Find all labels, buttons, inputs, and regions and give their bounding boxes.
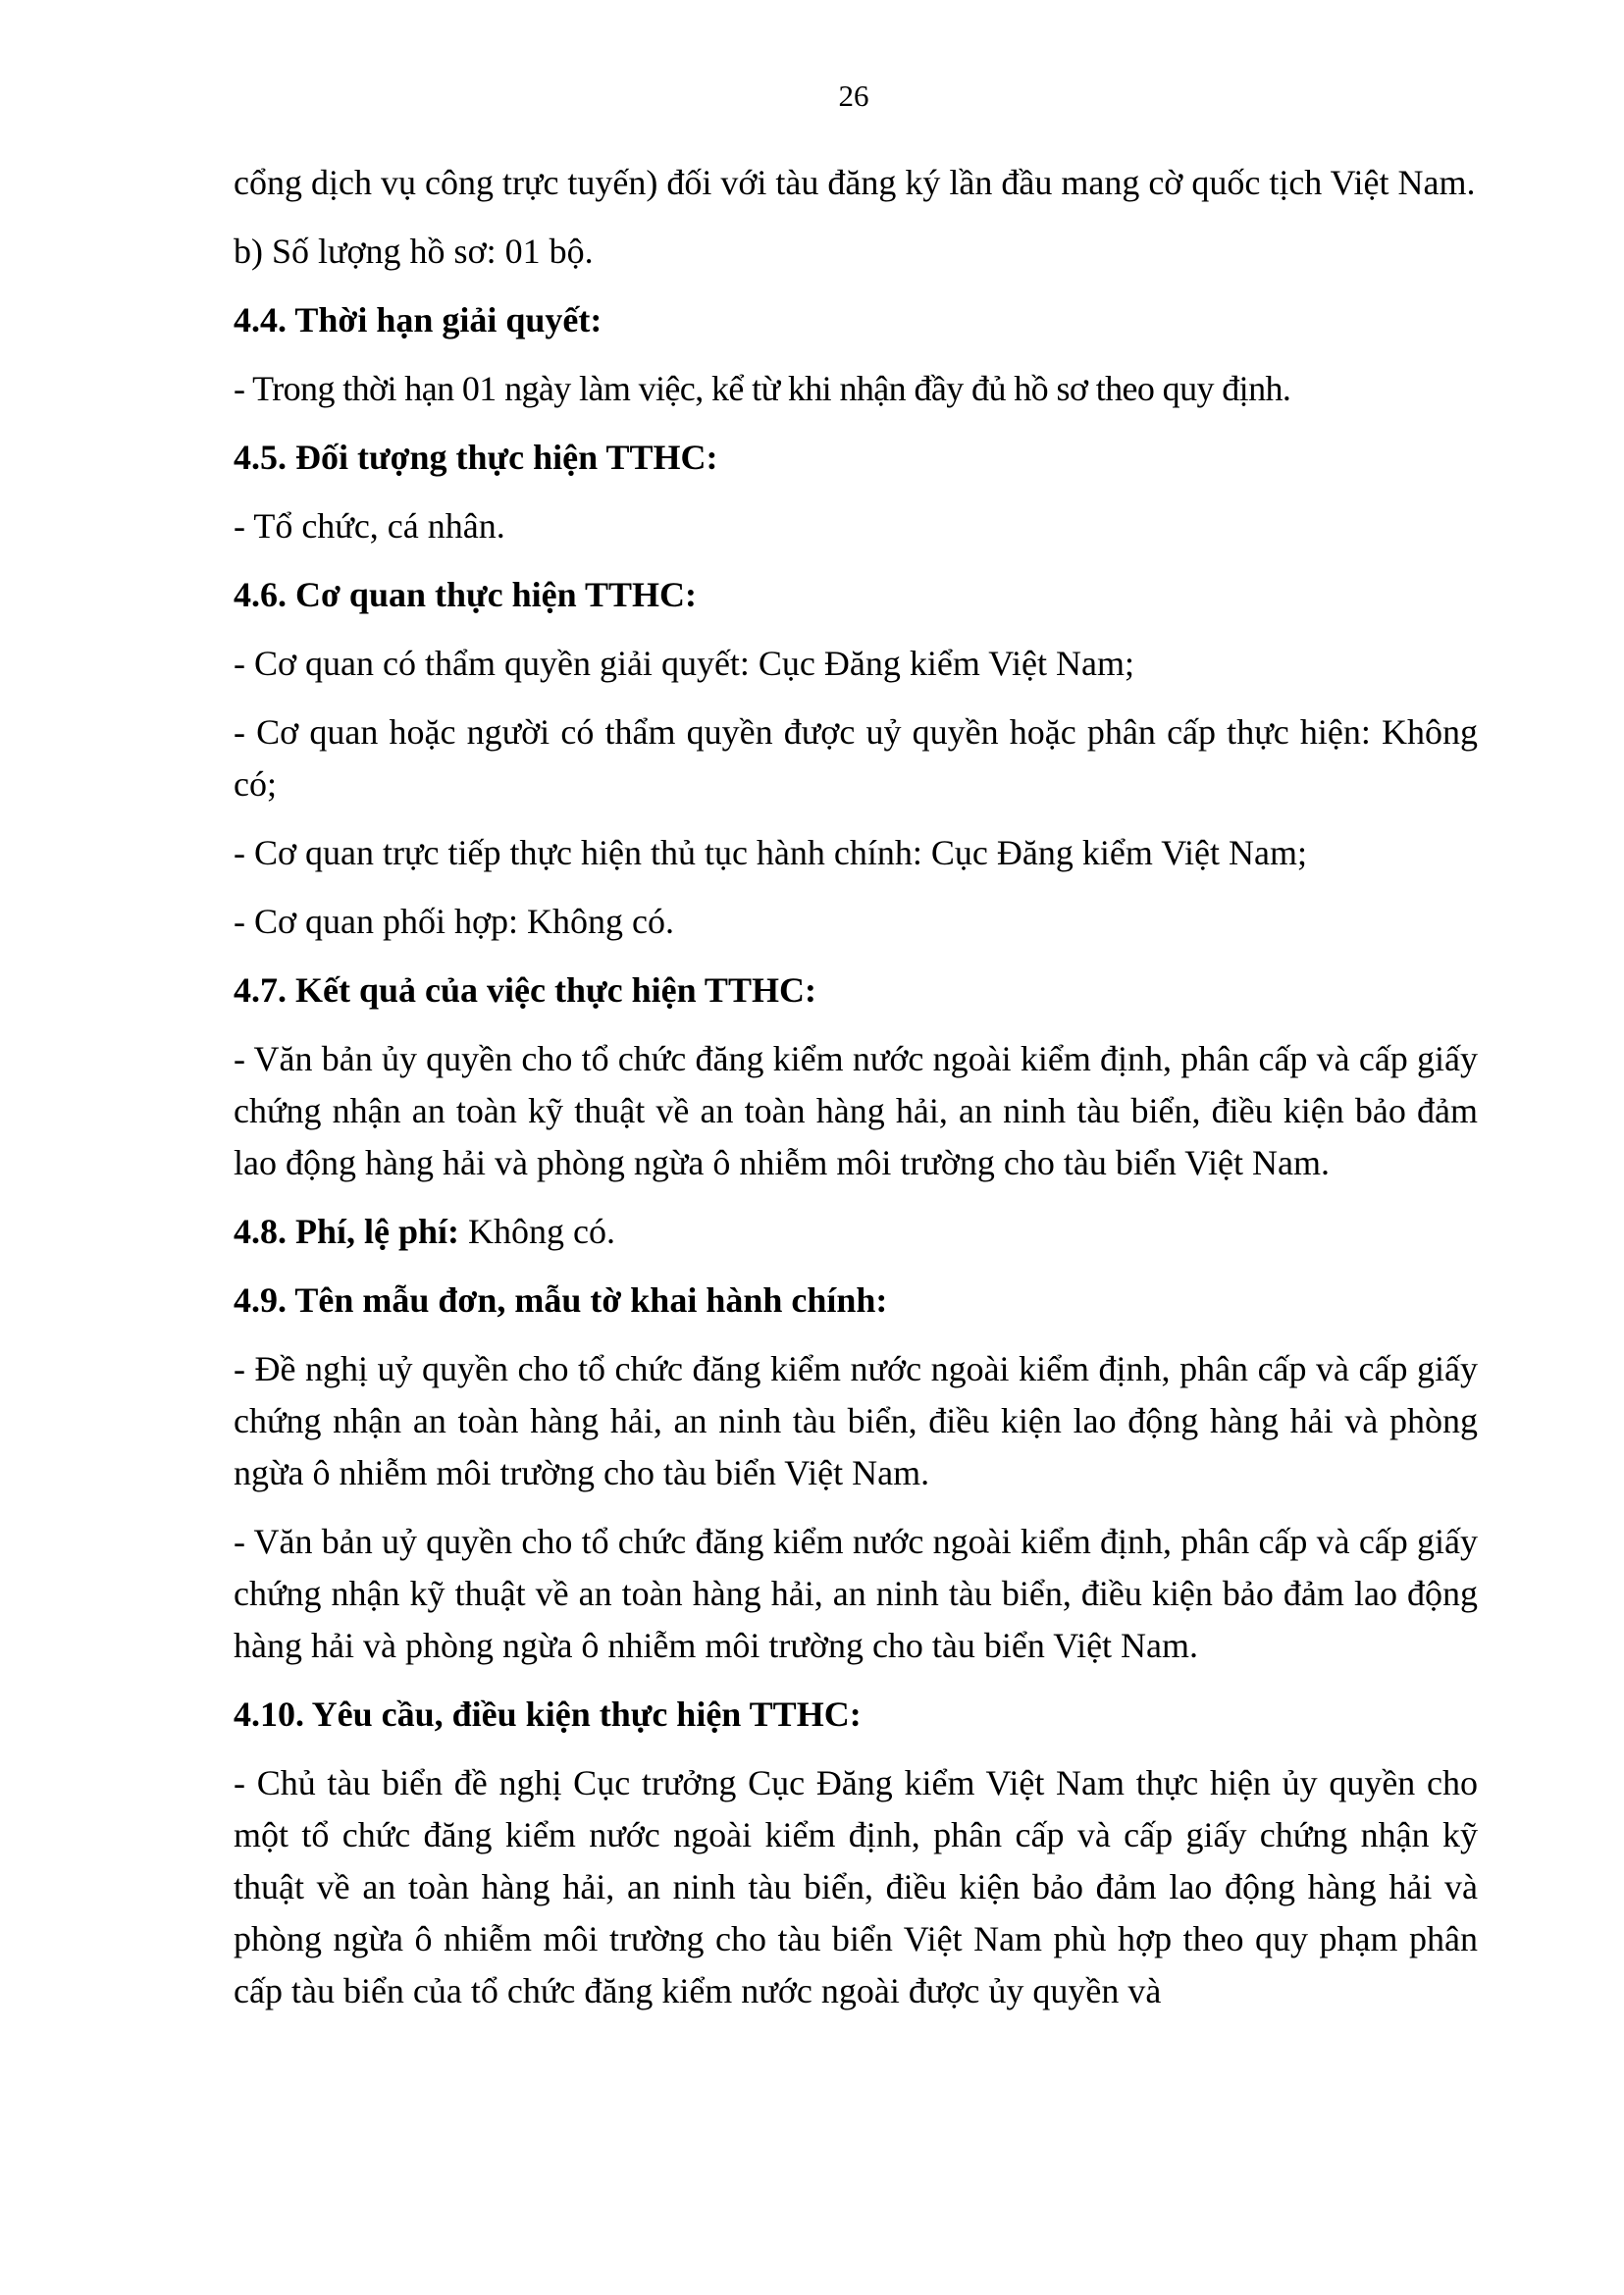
paragraph-coordinating-agency: - Cơ quan phối hợp: Không có.: [234, 902, 675, 941]
paragraph-dossier-quantity: b) Số lượng hồ sơ: 01 bộ.: [234, 232, 594, 271]
paragraph-form-authorization: - Văn bản uỷ quyền cho tổ chức đăng kiểm nước ngoài kiểm định, phân cấp và cấp giấy chứng nhận kỹ thuật về an toàn hàng hải, an ninh tàu biển, điều kiện bảo đảm lao động hàng hải và phòng ngừa ô nhiễm môi trường cho tàu biển Việt Nam.: [234, 1522, 1478, 1665]
heading-4-7: 4.7. Kết quả của việc thực hiện TTHC:: [234, 970, 816, 1010]
document-body: [234, 157, 1478, 2034]
paragraph-direct-agency: - Cơ quan trực tiếp thực hiện thủ tục hành chính: Cục Đăng kiểm Việt Nam;: [234, 833, 1307, 872]
fees-value: Không có.: [459, 1212, 616, 1251]
heading-4-5: 4.5. Đối tượng thực hiện TTHC:: [234, 438, 718, 477]
heading-4-9: 4.9. Tên mẫu đơn, mẫu tờ khai hành chính:: [234, 1280, 888, 1320]
heading-4-10: 4.10. Yêu cầu, điều kiện thực hiện TTHC:: [234, 1695, 862, 1734]
paragraph-fees: [234, 1206, 1478, 1258]
paragraph-requirements: - Chủ tàu biển đề nghị Cục trưởng Cục Đăng kiểm Việt Nam thực hiện ủy quyền cho một tổ chức đăng kiểm nước ngoài kiểm định, phân cấp và cấp giấy chứng nhận kỹ thuật về an toàn hàng hải, an ninh tàu biển, điều kiện bảo đảm lao động hàng hải và phòng ngừa ô nhiễm môi trường cho tàu biển Việt Nam phù hợp theo quy phạm phân cấp tàu biển của tổ chức đăng kiểm nước ngoài được ủy quyền và: [234, 1763, 1478, 2010]
paragraph-form-request: - Đề nghị uỷ quyền cho tổ chức đăng kiểm nước ngoài kiểm định, phân cấp và cấp giấy chứng nhận an toàn hàng hải, an ninh tàu biển, điều kiện lao động hàng hải và phòng ngừa ô nhiễm môi trường cho tàu biển Việt Nam.: [234, 1349, 1478, 1492]
fees-label: 4.8. Phí, lệ phí:: [234, 1212, 460, 1251]
paragraph-online-portal: cổng dịch vụ công trực tuyến) đối với tàu đăng ký lần đầu mang cờ quốc tịch Việt Nam.: [234, 163, 1476, 202]
paragraph-time-limit: - Trong thời hạn 01 ngày làm việc, kể từ khi nhận đầy đủ hồ sơ theo quy định.: [234, 369, 1291, 408]
paragraph-competent-agency: - Cơ quan có thẩm quyền giải quyết: Cục Đăng kiểm Việt Nam;: [234, 644, 1135, 683]
heading-4-4: 4.4. Thời hạn giải quyết:: [234, 300, 602, 339]
paragraph-result: - Văn bản ủy quyền cho tổ chức đăng kiểm nước ngoài kiểm định, phân cấp và cấp giấy chứng nhận an toàn kỹ thuật về an toàn hàng hải, an ninh tàu biển, điều kiện bảo đảm lao động hàng hải và phòng ngừa ô nhiễm môi trường cho tàu biển Việt Nam.: [234, 1039, 1478, 1182]
page-number: 26: [838, 78, 869, 113]
paragraph-authorized-agency: - Cơ quan hoặc người có thẩm quyền được uỷ quyền hoặc phân cấp thực hiện: Không có;: [234, 712, 1478, 804]
paragraph-subjects: - Tổ chức, cá nhân.: [234, 506, 505, 546]
heading-4-6: 4.6. Cơ quan thực hiện TTHC:: [234, 575, 697, 614]
